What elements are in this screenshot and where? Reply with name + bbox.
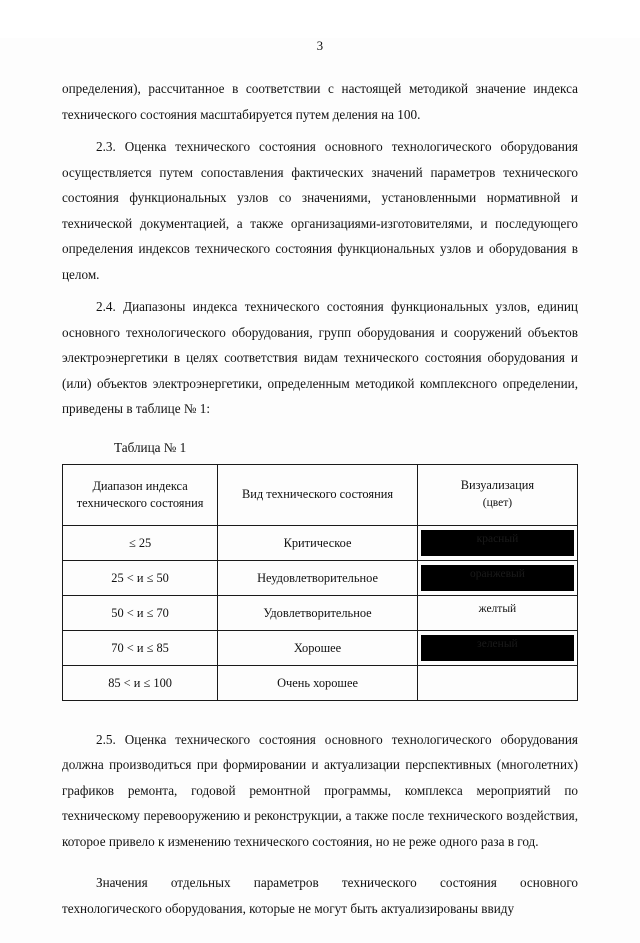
table-caption: Таблица № 1 (114, 439, 187, 455)
table-row (63, 595, 578, 630)
cell-condition: Очень хорошее (218, 665, 418, 700)
document-page (0, 38, 640, 943)
table-row (63, 665, 578, 700)
document-body (62, 76, 578, 921)
color-swatch-unsatisfactory: оранжевый (421, 565, 574, 591)
technical-condition-table (62, 464, 578, 701)
paragraph-1: определения), рассчитанное в соответствии с настоящей методикой значение индекса технического состояния масштабируется путем деления на 100. (62, 81, 578, 122)
color-swatch-good: зеленый (421, 635, 574, 661)
cell-color-swatch (417, 595, 577, 630)
table-header-visualization (417, 464, 577, 525)
cell-color-swatch (417, 560, 577, 595)
table-header-row (63, 464, 578, 525)
color-swatch-very-good (421, 670, 574, 696)
cell-condition: Неудовлетворительное (218, 560, 418, 595)
cell-range: 70 < и ≤ 85 (63, 630, 218, 665)
cell-range: 50 < и ≤ 70 (63, 595, 218, 630)
cell-condition: Критическое (218, 525, 418, 560)
table-header (63, 464, 578, 525)
paragraph-4: 2.5. Оценка технического состояния основного технологического оборудования должна производиться при формировании и актуализации перспективных (многолетних) графиков ремонта, годовой ремонтной программы, комплекса мероприятий по техническому перевооружению и реконструкции, а также после технического воздействия, которое привело к изменению технического состояния, но не реже одного раза в год. (62, 731, 578, 849)
cell-condition: Хорошее (218, 630, 418, 665)
paragraph-3: 2.4. Диапазоны индекса технического состояния функциональных узлов, единиц основного технологического оборудования, групп оборудования и сооружений объектов электроэнергетики в целях соответствия видам технического состояния оборудования и (или) объектов электроэнергетики, определенным методикой комплексного определении, приведены в таблице № 1: (62, 299, 578, 416)
table-row (63, 560, 578, 595)
cell-condition: Удовлетворительное (218, 595, 418, 630)
cell-range: 25 < и ≤ 50 (63, 560, 218, 595)
cell-color-swatch (417, 525, 577, 560)
color-swatch-critical: красный (421, 530, 574, 556)
cell-color-swatch (417, 665, 577, 700)
table-header-visualization-line1: Визуализация (460, 478, 535, 492)
page-number: 3 (316, 38, 324, 53)
paragraph-2: 2.3. Оценка технического состояния основного технологического оборудования осуществляется путем сопоставления фактических значений параметров технического состояния функциональных узлов со значениями, установленными нормативной и технической документацией, а также организациями-изготовителями, и последующего определения индексов технического состояния функциональных узлов и оборудования в целом. (62, 139, 578, 282)
color-swatch-satisfactory: желтый (478, 602, 517, 615)
table-header-visualization-line2: (цвет) (482, 497, 513, 509)
cell-color-swatch (417, 630, 577, 665)
table-header-condition-type: Вид технического состояния (218, 464, 418, 525)
table-row (63, 525, 578, 560)
paragraph-5: Значения отдельных параметров технического состояния основного технологического оборудования, которые не могут быть актуализированы ввиду (62, 875, 578, 916)
table-header-index-range: Диапазон индекса технического состояния (63, 464, 218, 525)
cell-range: 85 < и ≤ 100 (63, 665, 218, 700)
cell-range: ≤ 25 (63, 525, 218, 560)
table-body (63, 525, 578, 700)
table-row (63, 630, 578, 665)
